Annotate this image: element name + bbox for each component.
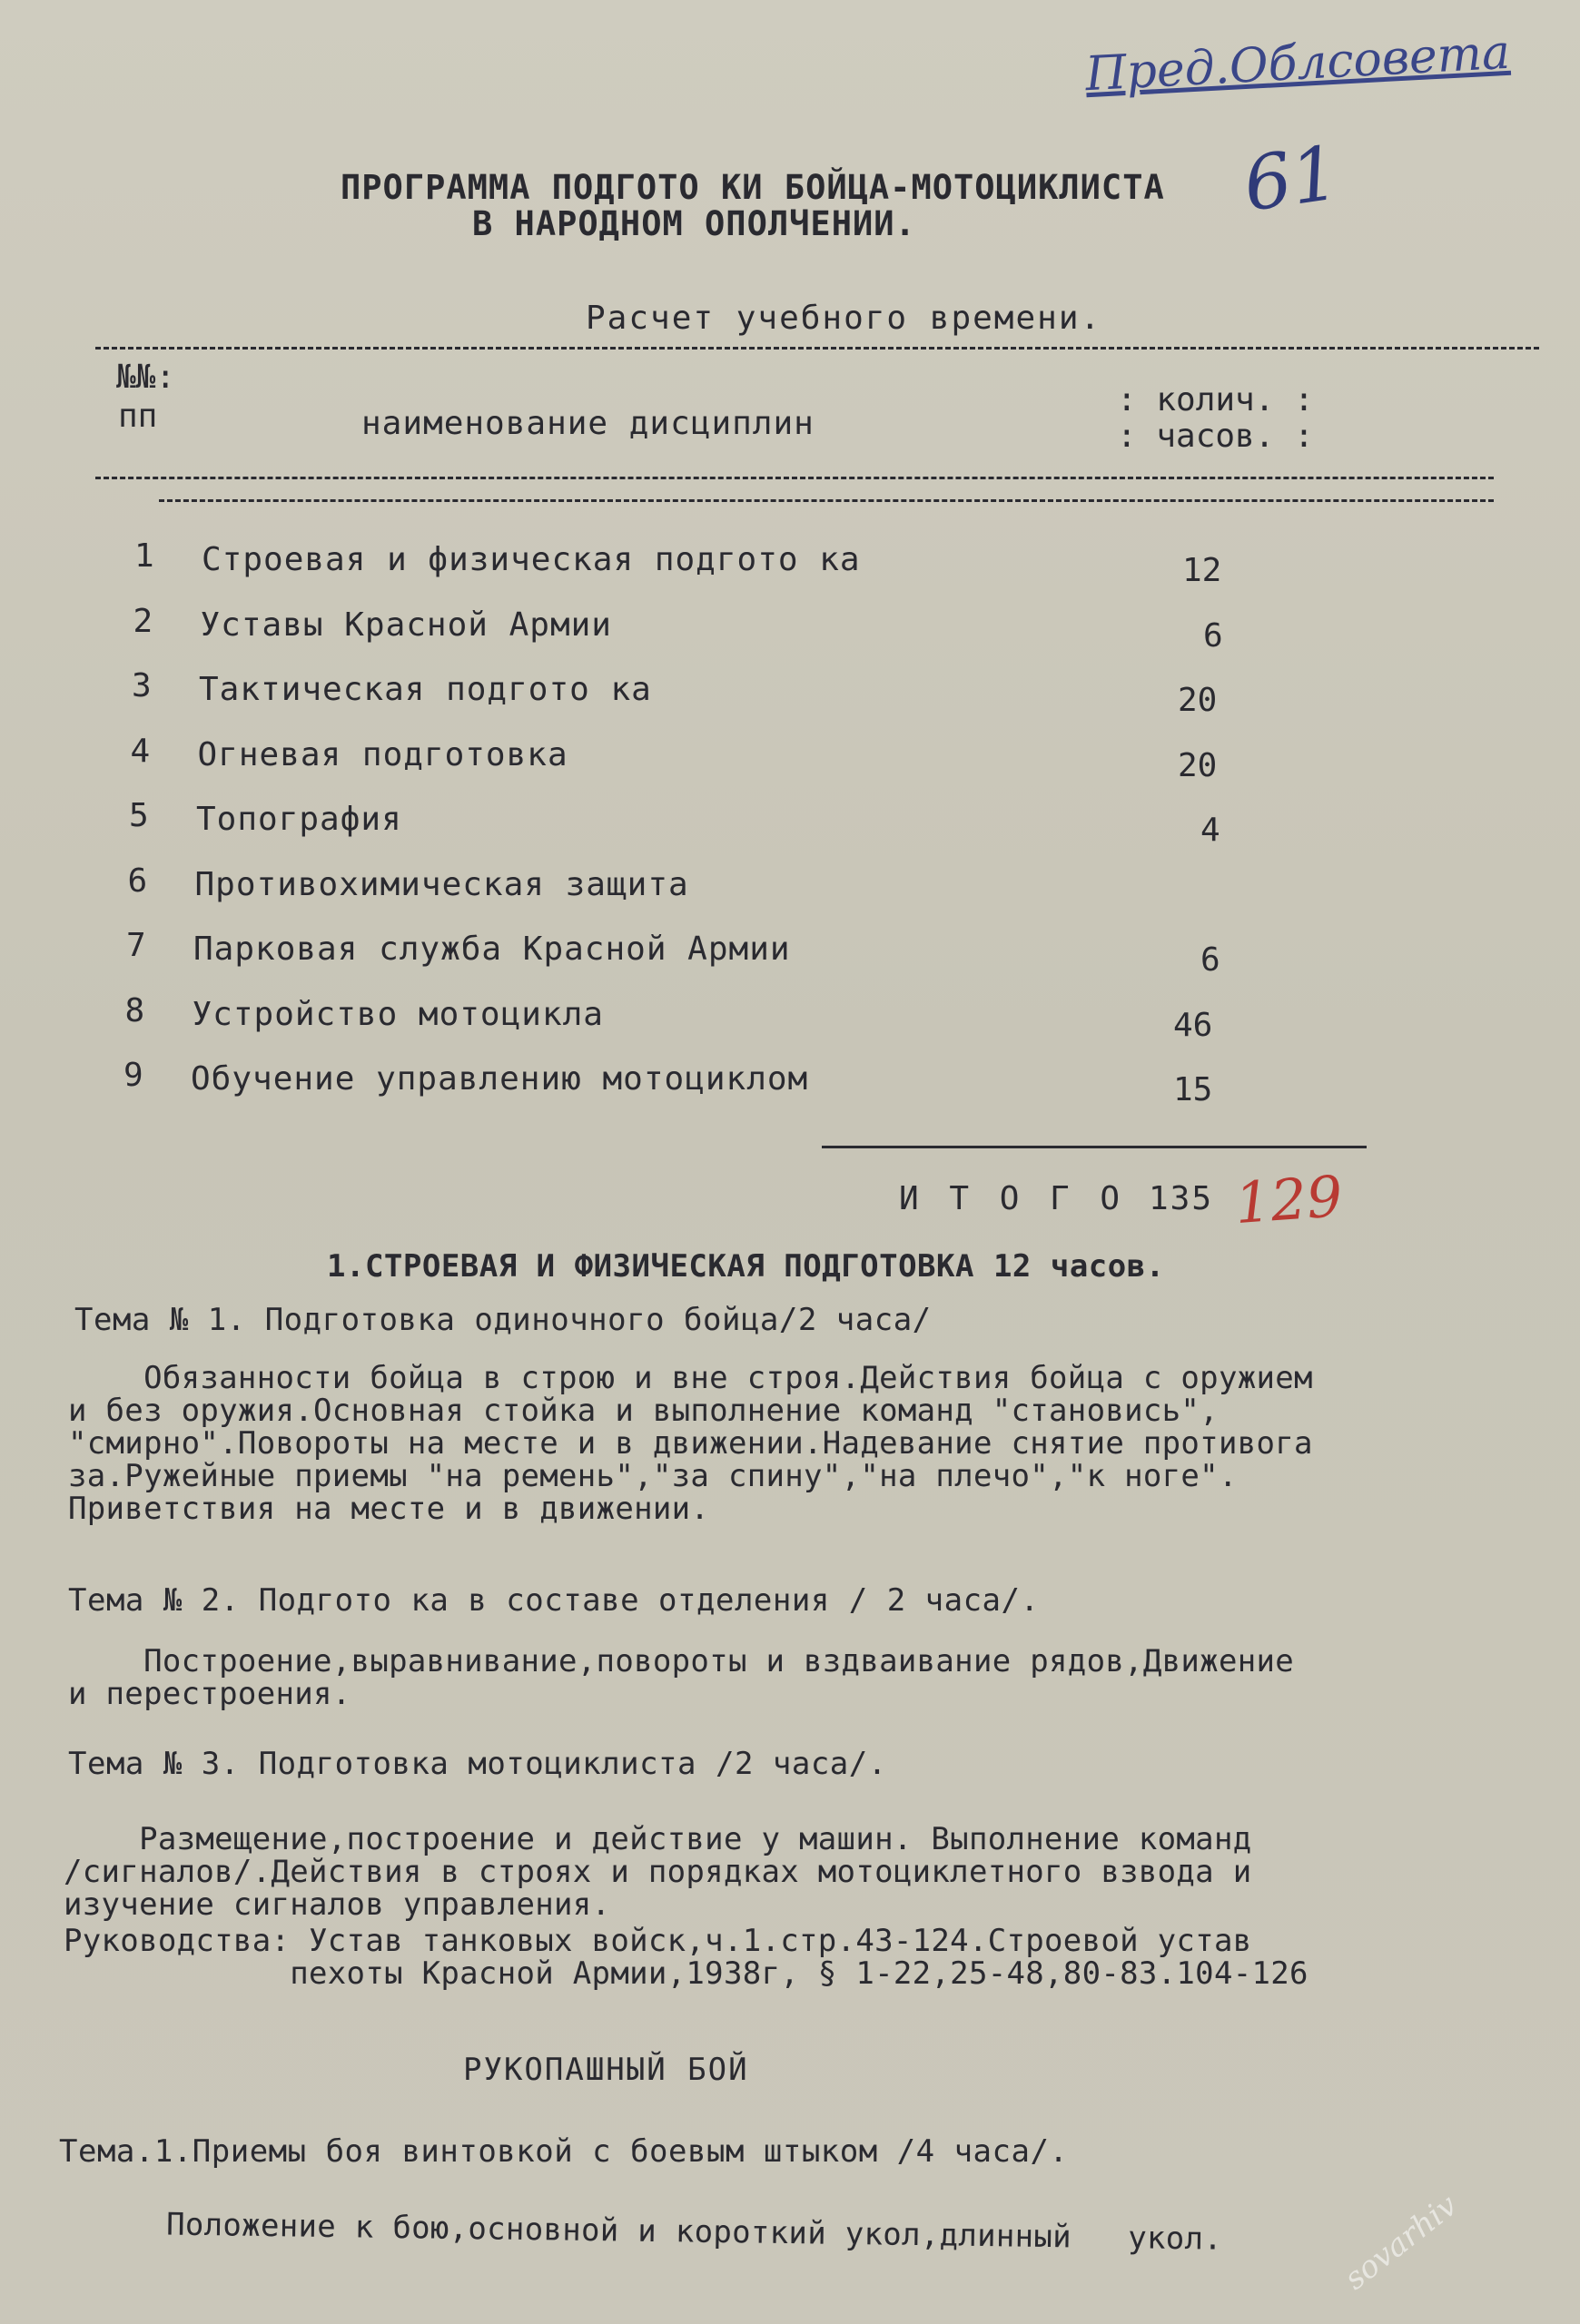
title-line-2: В НАРОДНОМ ОПОЛЧЕНИИ. [472,204,916,243]
table-row-discipline: Уставы Красной Армии [200,606,612,644]
table-row-hours: 20 [1178,746,1218,784]
table-row-hours: 46 [1173,1006,1213,1044]
theme2-text: Построение,выравнивание,повороты и вздваивание рядов,Движение и перестроения. [68,1643,1295,1712]
table-row-number: 3 [132,667,152,704]
guides-text: Руководства: Устав танковых войск,ч.1.стр.43-124.Строевой устав пехоты Красной Армии,1938г, § 1-22,25-48,80-83.104-126 [64,1923,1308,1992]
theme2-title: Тема № 2. Подгото ка в составе отделения / 2 часа/. [68,1582,1040,1619]
stamp-note: Пред.Облсовета [1083,25,1512,103]
table-row-hours: 15 [1173,1071,1213,1108]
table-row-number: 4 [130,732,151,770]
title-line-1: ПРОГРАММА ПОДГОТО КИ БОЙЦА-МОТОЦИКЛИСТА [341,168,1165,207]
total-rule [822,1146,1367,1148]
table-row-number: 5 [129,797,149,834]
folio-number: 61 [1238,130,1345,229]
table-row-number: 2 [133,602,153,640]
table-row-discipline: Устройство мотоцикла [192,995,604,1033]
table-row-discipline: Тактическая подгото ка [199,671,652,708]
watermark: sovarhiv [1338,2187,1465,2298]
table-row-discipline: Строевая и физическая подгото ка [202,541,861,578]
table-row-discipline: Парковая служба Красной Армии [193,931,791,968]
table-row-discipline: Противохимическая защита [194,865,689,903]
col-num-header-1: №№: [116,359,176,396]
table-row-hours: 20 [1178,682,1218,719]
hand-to-hand-heading: РУКОПАШНЫЙ БОЙ [463,2052,749,2088]
table-row-discipline: Топография [196,801,402,838]
table-row-hours: 4 [1200,812,1220,849]
theme1-text: Обязанности бойца в строю и вне строя.Действия бойца с оружием и без оружия.Основная стойка и выполнение команд "становись", "смирно".Повороты на месте и в движении.Надевание снятие противога за.Ружейные приемы "на ремень","за спину","на плечо","к ноге". Приветствия на месте и в движении. [68,1360,1313,1527]
table-row-number: 9 [123,1057,143,1094]
table-row-hours: 6 [1203,616,1223,655]
hand-to-hand-theme1-text: Положение к бою,основной и короткий укол,длинный укол. [90,2205,1223,2258]
col-name-header: наименование дисциплин [361,405,815,442]
theme3-text: Размещение,построение и действие у машин. Выполнение команд /сигналов/.Действия в строях и порядках мотоциклетного взвода и изучение сигналов управления. [64,1821,1252,1923]
col-num-header-2: пп [118,398,158,435]
table-header-rule-2 [159,499,1494,502]
table-row-discipline: Огневая подготовка [197,735,568,773]
section1-heading: 1.СТРОЕВАЯ И ФИЗИЧЕСКАЯ ПОДГОТОВКА 12 часов. [327,1248,1165,1285]
table-row-hours: 12 [1182,552,1222,589]
theme3-title: Тема № 3. Подготовка мотоциклиста /2 часа/. [68,1746,887,1782]
total-value: 135 [1149,1180,1214,1217]
table-top-rule [95,347,1539,350]
theme1-title: Тема № 1. Подготовка одиночного бойца/2 часа/ [74,1302,932,1338]
col-hours-header-2: : часов. : [1117,418,1314,455]
table-header-rule-1 [95,477,1494,479]
table-row-number: 8 [124,991,145,1029]
table-row-number: 7 [126,927,146,964]
table-row-discipline: Обучение управлению мотоциклом [191,1060,809,1098]
table-row-number: 1 [134,537,154,575]
table-row-number: 6 [127,862,148,900]
red-corrected-total: 129 [1232,1162,1345,1237]
col-hours-header-1: : колич. : [1117,381,1314,419]
total-label: И Т О Г О [899,1180,1126,1217]
table-row-hours: 6 [1200,941,1220,979]
subtitle: Расчет учебного времени. [586,300,1102,337]
hand-to-hand-theme1-title: Тема.1.Приемы боя винтовкой с боевым штыком /4 часа/. [59,2133,1069,2170]
